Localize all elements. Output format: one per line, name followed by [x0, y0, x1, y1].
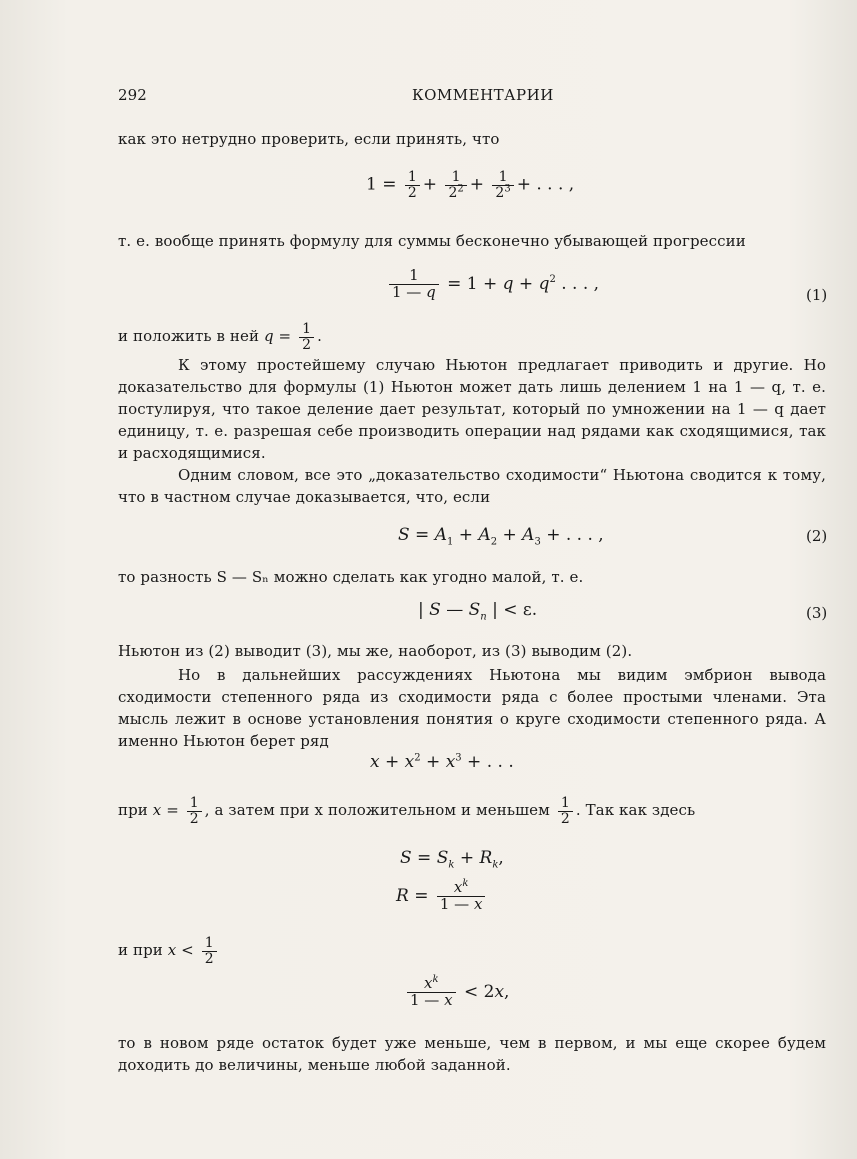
remainder-formula: R = $\frac{x^k}{1 — x}$: [396, 880, 488, 913]
series-S-formula: $S = A_1 + A_2 + A_3$ + . . . ,: [398, 525, 604, 548]
condition-line: и при x < $\frac{1}{2}$: [118, 936, 220, 966]
bound-inequality: $\frac{x^k}{1 — x}$ < 2x,: [404, 976, 509, 1009]
geometric-series-formula: $\frac{1}{1 — q}$ = $1 + q + q^2$ . . . ,: [386, 268, 599, 301]
paragraph-power-series: Но в дальнейших рассуждениях Ньютона мы видим эмбрион вывода сходимости степенного ряда из сходимости ряда с более простыми членами. Эта мысль лежит в основе установления понятия о круге сходимости степенного ряда. А именно Ньютон берет ряд: [118, 666, 826, 750]
x-value-prefix: при: [118, 801, 148, 820]
set-q-text: и положить в ней: [118, 327, 260, 346]
sum-formula: 1 = $\frac{1}{2}$ + $\frac{1}{2^2}$ + $\frac{1}{2^3}$ + . . . ,: [366, 169, 575, 201]
paragraph-newton-division: К этому простейшему случаю Ньютон предлагает приводить и другие. Но доказательство для формулы (1) Ньютон может дать лишь делением 1 на 1 — q, т. е. постулируя, что такое деление дает результат, который по умножении на 1 — q дает единицу, т. е. разрешая себе производить операции над рядами как сходящимися, так и расходящимися.: [118, 356, 826, 462]
x-value-line: при x = $\frac{1}{2}$ , а затем при x положительном и меньшем $\frac{1}{2}$ . Так как здесь: [118, 795, 696, 827]
difference-line: то разность S — Sₙ можно сделать как угодно малой, т. е.: [118, 568, 584, 586]
paragraph-conclusion: то в новом ряде остаток будет уже меньше, чем в первом, и мы еще скорее будем доходить до величины, меньше любой заданной.: [118, 1034, 826, 1074]
power-series-formula: $x + x^2 + x^3$ + . . .: [370, 752, 514, 772]
equation-number-1: (1): [806, 286, 828, 304]
remainder-inequality: | S — $S_n$ | < ε.: [418, 600, 538, 623]
page-number: 292: [118, 86, 147, 104]
newton-derivation-line: Ньютон из (2) выводит (3), мы же, наоборот, из (3) выводим (2).: [118, 642, 633, 660]
condition-prefix: и при: [118, 941, 163, 960]
set-q-line: и положить в ней q = $\frac{1}{2}$ .: [118, 321, 322, 353]
partial-sum-formula: $S = S_k + R_k$,: [400, 848, 504, 871]
intro-line: как это нетрудно проверить, если принять, что: [118, 130, 500, 148]
x-value-middle: , а затем при x положительном и меньшем: [204, 801, 550, 820]
equation-number-2: (2): [806, 527, 828, 545]
equation-number-3: (3): [806, 604, 828, 622]
paragraph-convergence-proof: Одним словом, все это „доказательство сходимости“ Ньютона сводится к тому, что в частном случае доказывается, что, если: [118, 466, 826, 506]
x-value-suffix: . Так как здесь: [575, 801, 696, 820]
formula-intro-line: т. е. вообще принять формулу для суммы бесконечно убывающей прогрессии: [118, 232, 746, 250]
running-title: КОММЕНТАРИИ: [412, 86, 554, 104]
